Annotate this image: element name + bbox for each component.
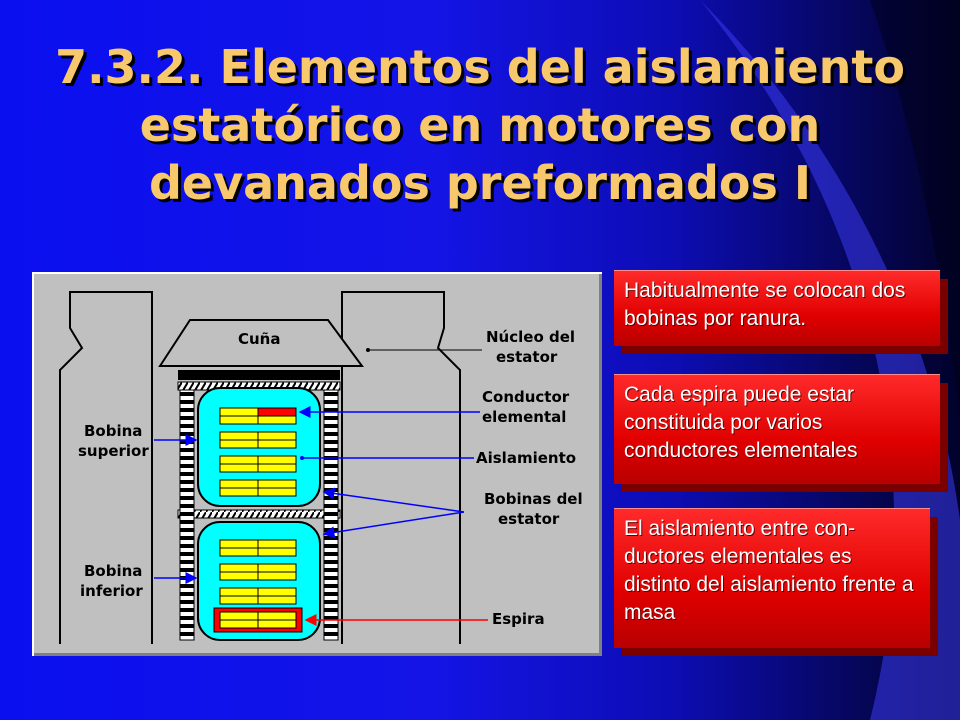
conductor	[258, 564, 296, 572]
conductor	[258, 432, 296, 440]
note-box-elemental-conductors	[614, 374, 940, 484]
conductor	[258, 416, 296, 424]
conductor	[258, 480, 296, 488]
note-text: El aislamiento entre con- ductores elementales es distinto del aislamiento frente a masa	[624, 517, 914, 624]
conductor	[220, 596, 258, 604]
conductor	[220, 540, 258, 548]
core-pointer-dot	[366, 348, 370, 352]
conductor	[258, 620, 296, 628]
conductor	[220, 572, 258, 580]
coils-arrow-lower	[324, 512, 464, 534]
wedge-support-bar	[178, 370, 340, 380]
conductor	[220, 588, 258, 596]
conductor	[258, 612, 296, 620]
conductor	[258, 596, 296, 604]
conductor	[220, 480, 258, 488]
conductor	[258, 588, 296, 596]
upper-coil-label-line2: superior	[78, 442, 149, 460]
conductor	[258, 572, 296, 580]
conductor	[220, 488, 258, 496]
note-box-insulation-difference	[614, 508, 930, 648]
turn-label: Espira	[492, 610, 545, 628]
slot-insulation-right	[324, 390, 338, 640]
conductor	[220, 432, 258, 440]
stator-slot-diagram	[32, 272, 602, 656]
lower-coil-label-line2: inferior	[80, 582, 143, 600]
insulation-label: Aislamiento	[476, 449, 577, 467]
conductor	[258, 540, 296, 548]
conductor	[220, 564, 258, 572]
conductor	[258, 548, 296, 556]
note-text: Habitualmente se colocan dos bobinas por ranura.	[624, 279, 906, 330]
conductor	[220, 416, 258, 424]
conductor	[220, 456, 258, 464]
conductor-label-line2: elemental	[482, 408, 567, 426]
upper-coil-label-line1: Bobina	[84, 422, 143, 440]
title-line-1: 7.3.2. Elementos del aislamiento	[55, 40, 905, 94]
coils-label-line2: estator	[498, 510, 560, 528]
conductor	[220, 612, 258, 620]
conductor	[258, 440, 296, 448]
wedge-label: Cuña	[238, 330, 281, 348]
conductor	[258, 488, 296, 496]
diagram-canvas	[32, 272, 602, 656]
title-line-2: estatórico en motores con	[139, 98, 821, 152]
core-label-line2: estator	[496, 348, 558, 366]
note-text: Cada espira puede estar constituida por varios conductores elementales	[624, 383, 858, 462]
slide-title	[0, 38, 960, 212]
conductor	[258, 456, 296, 464]
core-label-line1: Núcleo del	[486, 328, 576, 346]
conductor	[220, 464, 258, 472]
conductor	[220, 620, 258, 628]
conductor	[220, 548, 258, 556]
conductor	[258, 464, 296, 472]
middle-hatched-spacer	[178, 510, 340, 518]
conductor	[220, 408, 258, 416]
note-box-two-coils	[614, 270, 940, 346]
coils-label-line1: Bobinas del	[484, 490, 583, 508]
stator-tooth-right	[342, 292, 460, 644]
lower-coil-label-line1: Bobina	[84, 562, 143, 580]
insulation-pointer-dot	[300, 456, 304, 460]
conductor	[220, 440, 258, 448]
conductor-highlighted	[258, 408, 296, 416]
title-line-3: devanados preformados I	[149, 156, 811, 210]
slot-insulation-left	[180, 390, 194, 640]
coils-arrow-upper	[324, 492, 464, 512]
conductor-label-line1: Conductor	[482, 388, 570, 406]
